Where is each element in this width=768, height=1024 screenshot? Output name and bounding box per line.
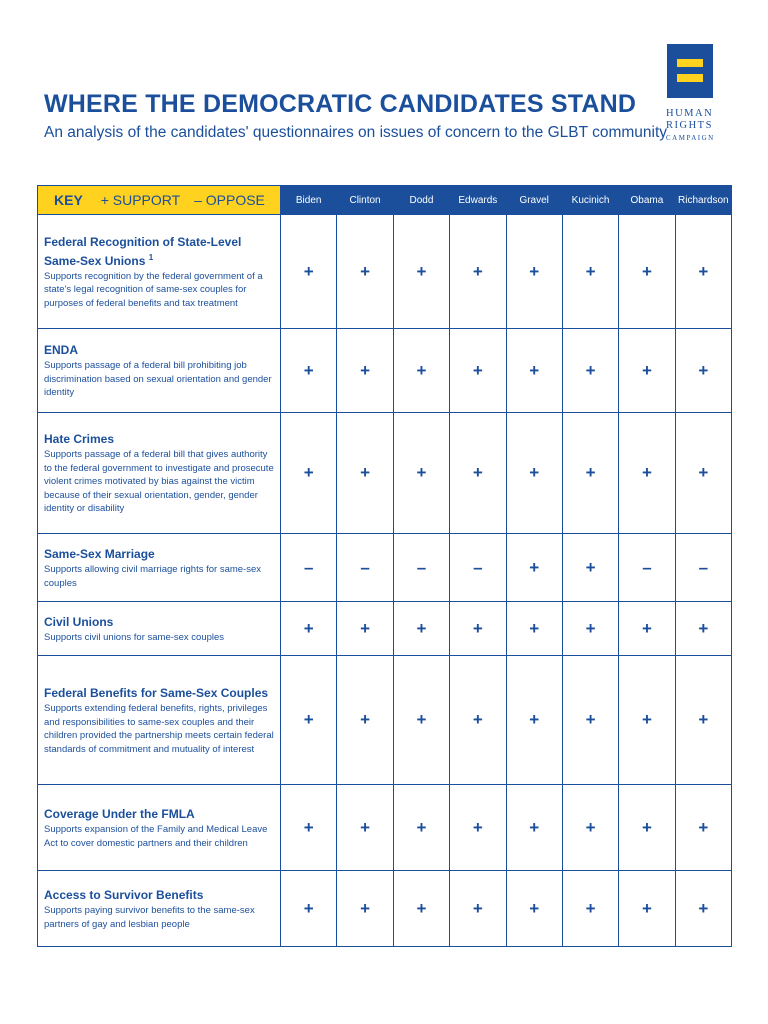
table-row [38, 656, 732, 785]
issue-title [44, 807, 274, 822]
support-mark: + [562, 785, 618, 871]
support-mark: + [281, 602, 337, 656]
support-mark: + [281, 871, 337, 947]
support-mark: + [562, 602, 618, 656]
issue-title-text: Federal Recognition of State-Level Same-Sex Unions [44, 234, 242, 268]
oppose-mark: – [619, 534, 675, 602]
issue-title-text: Same-Sex Marriage [44, 547, 155, 561]
support-mark: + [675, 329, 731, 413]
issue-title-text: Hate Crimes [44, 432, 115, 447]
oppose-mark: – [675, 534, 731, 602]
support-mark: + [675, 871, 731, 947]
support-mark: + [337, 871, 393, 947]
logo-line-rights: RIGHTS [666, 120, 713, 131]
table-row [38, 534, 732, 602]
issue-cell [38, 534, 281, 602]
page-subtitle: An analysis of the candidates' questionnaires on issues of concern to the GLBT community [44, 124, 668, 141]
issue-title [44, 547, 274, 562]
key-support: + SUPPORT [100, 192, 181, 208]
logo-wordmark [666, 108, 726, 144]
issue-title-text: Access to Survivor Benefits [44, 888, 204, 902]
table-row [38, 871, 732, 947]
issue-cell [38, 215, 281, 329]
support-mark: + [619, 785, 675, 871]
support-mark: + [506, 602, 562, 656]
support-mark: + [506, 413, 562, 534]
support-mark: + [393, 413, 449, 534]
issue-description: Supports civil unions for same-sex couples [44, 631, 225, 643]
support-mark: + [337, 413, 393, 534]
support-mark: + [506, 215, 562, 329]
support-mark: + [619, 329, 675, 413]
key-oppose: – OPPOSE [194, 192, 265, 208]
issue-title [44, 888, 274, 903]
key-label: KEY [54, 192, 83, 208]
page-title: WHERE THE DEMOCRATIC CANDIDATES STAND [44, 90, 637, 118]
candidate-header: Edwards [450, 186, 506, 215]
support-mark: + [562, 534, 618, 602]
issue-description: Supports allowing civil marriage rights for same-sex couples [44, 564, 261, 589]
support-mark: + [506, 656, 562, 785]
issue-cell [38, 329, 281, 413]
support-mark: + [562, 329, 618, 413]
support-mark: + [393, 215, 449, 329]
support-mark: + [619, 602, 675, 656]
oppose-mark: – [337, 534, 393, 602]
issue-title [44, 686, 274, 701]
support-mark: + [281, 413, 337, 534]
issue-cell [38, 785, 281, 871]
table-row [38, 329, 732, 413]
support-mark: + [675, 785, 731, 871]
issue-title [44, 432, 274, 447]
candidate-positions-table [37, 185, 732, 947]
table-row [38, 215, 732, 329]
support-mark: + [337, 602, 393, 656]
issue-cell [38, 602, 281, 656]
oppose-mark: – [450, 534, 506, 602]
issue-description: Supports extending federal benefits, rights, privileges and responsibilities to same-sex couples and their children provided the partnership meets certain federal standards of commitment and mutuality of interest [44, 703, 274, 755]
logo-line-campaign: CAMPAIGN [666, 134, 715, 142]
issue-description: Supports passage of a federal bill that gives authority to the federal government to investigate and prosecute violent crimes motivated by bias against the victim because of their sexual orientation, gender, gender identity or disability [44, 449, 274, 515]
support-mark: + [562, 871, 618, 947]
support-mark: + [281, 215, 337, 329]
candidate-header: Clinton [337, 186, 393, 215]
issue-description: Supports expansion of the Family and Medical Leave Act to cover domestic partners and their children [44, 824, 268, 849]
support-mark: + [337, 329, 393, 413]
support-mark: + [281, 329, 337, 413]
support-mark: + [450, 785, 506, 871]
support-mark: + [337, 656, 393, 785]
key-legend [38, 186, 281, 215]
support-mark: + [393, 656, 449, 785]
issue-title-text: ENDA [44, 343, 79, 358]
support-mark: + [675, 413, 731, 534]
issue-description: Supports recognition by the federal government of a state's legal recognition of same-sex couples for purposes of federal benefits and tax treatment [44, 270, 263, 309]
support-mark: + [450, 413, 506, 534]
oppose-mark: – [393, 534, 449, 602]
support-mark: + [393, 785, 449, 871]
candidate-header: Obama [619, 186, 675, 215]
support-mark: + [450, 871, 506, 947]
table-row [38, 413, 732, 534]
issue-title-text: Civil Unions [44, 614, 114, 629]
table-header-row [38, 186, 732, 215]
support-mark: + [562, 413, 618, 534]
support-mark: + [393, 871, 449, 947]
issue-cell [38, 656, 281, 785]
support-mark: + [393, 329, 449, 413]
candidate-header: Dodd [393, 186, 449, 215]
support-mark: + [281, 656, 337, 785]
issue-title-text: Coverage Under the FMLA [44, 807, 195, 821]
table-row [38, 785, 732, 871]
support-mark: + [506, 329, 562, 413]
issue-cell [38, 413, 281, 534]
support-mark: + [337, 785, 393, 871]
issue-title-text: Federal Benefits for Same-Sex Couples [44, 686, 269, 700]
support-mark: + [619, 413, 675, 534]
support-mark: + [506, 871, 562, 947]
footnote-marker: 1 [148, 252, 154, 262]
issue-description: Supports paying survivor benefits to the same-sex partners of gay and lesbian people [44, 905, 255, 930]
support-mark: + [619, 656, 675, 785]
support-mark: + [675, 656, 731, 785]
support-mark: + [506, 534, 562, 602]
support-mark: + [450, 329, 506, 413]
logo-line-human: HUMAN [666, 108, 714, 119]
support-mark: + [562, 656, 618, 785]
issue-title [44, 235, 274, 269]
support-mark: + [675, 215, 731, 329]
table-body [38, 215, 732, 947]
candidate-header: Richardson [675, 186, 731, 215]
support-mark: + [450, 656, 506, 785]
candidate-header: Biden [281, 186, 337, 215]
issue-title [44, 343, 274, 358]
support-mark: + [619, 215, 675, 329]
equality-logo-icon [667, 44, 713, 98]
issue-title [44, 615, 274, 630]
hrc-logo [666, 44, 726, 144]
support-mark: + [562, 215, 618, 329]
candidate-header: Kucinich [562, 186, 618, 215]
support-mark: + [450, 602, 506, 656]
support-mark: + [675, 602, 731, 656]
table-row [38, 602, 732, 656]
support-mark: + [506, 785, 562, 871]
candidate-header: Gravel [506, 186, 562, 215]
support-mark: + [619, 871, 675, 947]
support-mark: + [450, 215, 506, 329]
issue-cell [38, 871, 281, 947]
issue-description: Supports passage of a federal bill prohibiting job discrimination based on sexual orientation and gender identity [44, 360, 272, 399]
support-mark: + [281, 785, 337, 871]
oppose-mark: – [281, 534, 337, 602]
support-mark: + [337, 215, 393, 329]
support-mark: + [393, 602, 449, 656]
